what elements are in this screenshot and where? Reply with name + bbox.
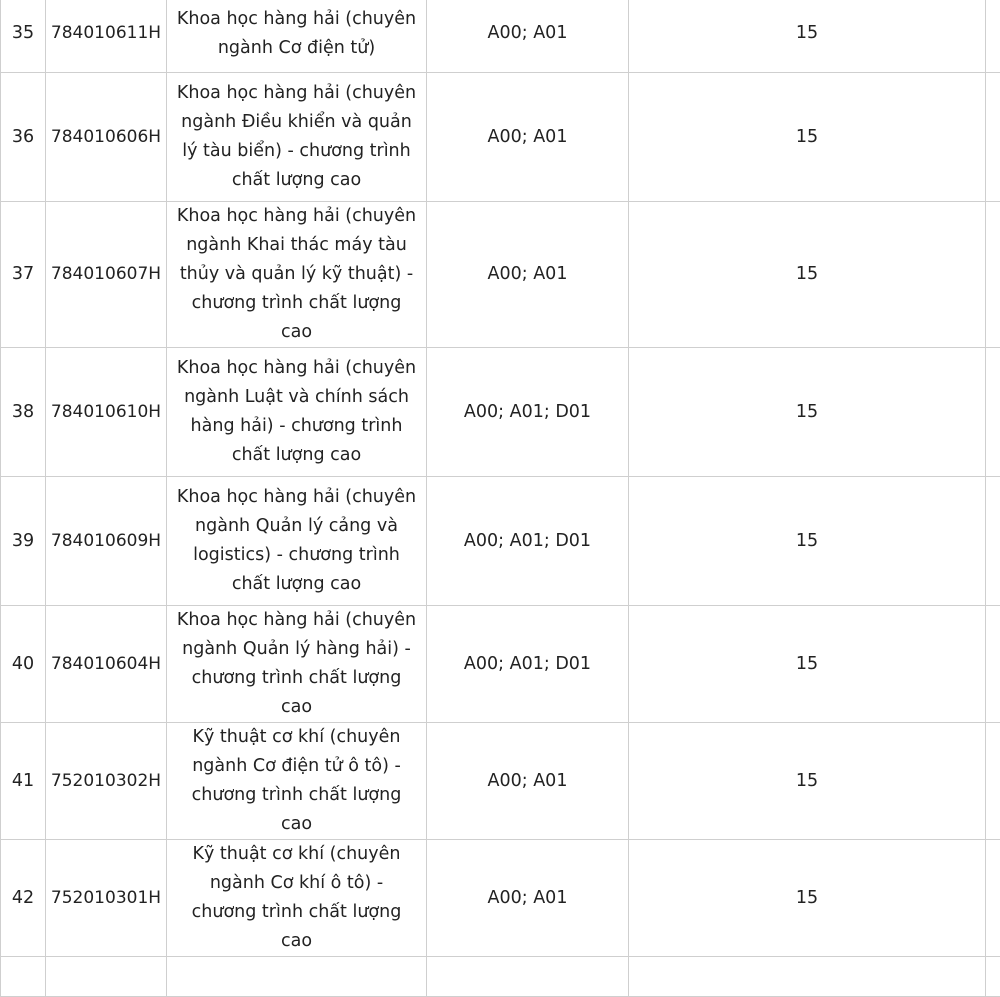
subject-combination-cell: A00; A01 [427, 840, 629, 957]
note-cell [986, 0, 1000, 73]
program-code-cell: 784010609H [46, 477, 167, 606]
table-row [1, 348, 1000, 477]
program-name-cell: Khoa học hàng hải (chuyên ngành Quản lý hàng hải) - chương trình chất lượng cao [167, 606, 427, 723]
table-row [1, 477, 1000, 606]
table-row [1, 73, 1000, 202]
program-code-cell: 784010604H [46, 606, 167, 723]
table-row [1, 840, 1000, 957]
row-number-cell [1, 957, 46, 997]
table-row [1, 202, 1000, 348]
row-number-cell: 36 [1, 73, 46, 202]
quota-cell: 15 [629, 840, 986, 957]
program-name-cell: Kỹ thuật cơ khí (chuyên ngành Cơ khí ô tô) - chương trình chất lượng cao [167, 840, 427, 957]
program-code-cell: 784010606H [46, 73, 167, 202]
quota-cell: 15 [629, 73, 986, 202]
program-code-cell: 784010611H [46, 0, 167, 73]
table-row [1, 723, 1000, 840]
program-code-cell: 752010302H [46, 723, 167, 840]
table-row [1, 957, 1000, 997]
subject-combination-cell: A00; A01 [427, 723, 629, 840]
row-number-cell: 39 [1, 477, 46, 606]
quota-cell: 15 [629, 0, 986, 73]
program-code-cell: 784010610H [46, 348, 167, 477]
note-cell [986, 348, 1000, 477]
subject-combination-cell: A00; A01; D01 [427, 348, 629, 477]
program-name-cell: Khoa học hàng hải (chuyên ngành Luật và chính sách hàng hải) - chương trình chất lượng cao [167, 348, 427, 477]
table-row [1, 0, 1000, 73]
quota-cell: 15 [629, 348, 986, 477]
subject-combination-cell: A00; A01 [427, 0, 629, 73]
quota-cell: 15 [629, 723, 986, 840]
row-number-cell: 38 [1, 348, 46, 477]
note-cell [986, 723, 1000, 840]
note-cell [986, 606, 1000, 723]
program-name-cell: Khoa học hàng hải (chuyên ngành Quản lý cảng và logistics) - chương trình chất lượng cao [167, 477, 427, 606]
table-row [1, 606, 1000, 723]
program-name-cell: Khoa học hàng hải (chuyên ngành Khai thác máy tàu thủy và quản lý kỹ thuật) - chương trình chất lượng cao [167, 202, 427, 348]
quota-cell: 15 [629, 202, 986, 348]
program-code-cell [46, 957, 167, 997]
note-cell [986, 477, 1000, 606]
program-code-cell: 752010301H [46, 840, 167, 957]
subject-combination-cell [427, 957, 629, 997]
note-cell [986, 73, 1000, 202]
row-number-cell: 41 [1, 723, 46, 840]
subject-combination-cell: A00; A01; D01 [427, 606, 629, 723]
row-number-cell: 42 [1, 840, 46, 957]
program-code-cell: 784010607H [46, 202, 167, 348]
row-number-cell: 40 [1, 606, 46, 723]
subject-combination-cell: A00; A01 [427, 73, 629, 202]
quota-cell: 15 [629, 606, 986, 723]
quota-cell: 15 [629, 477, 986, 606]
program-name-cell: Kỹ thuật cơ khí (chuyên ngành Cơ điện tử ô tô) - chương trình chất lượng cao [167, 723, 427, 840]
program-name-cell [167, 957, 427, 997]
subject-combination-cell: A00; A01; D01 [427, 477, 629, 606]
program-name-cell: Khoa học hàng hải (chuyên ngành Điều khiển và quản lý tàu biển) - chương trình chất lượng cao [167, 73, 427, 202]
note-cell [986, 840, 1000, 957]
quota-cell [629, 957, 986, 997]
row-number-cell: 37 [1, 202, 46, 348]
note-cell [986, 957, 1000, 997]
program-name-cell: Khoa học hàng hải (chuyên ngành Cơ điện tử) [167, 0, 427, 73]
note-cell [986, 202, 1000, 348]
row-number-cell: 35 [1, 0, 46, 73]
subject-combination-cell: A00; A01 [427, 202, 629, 348]
